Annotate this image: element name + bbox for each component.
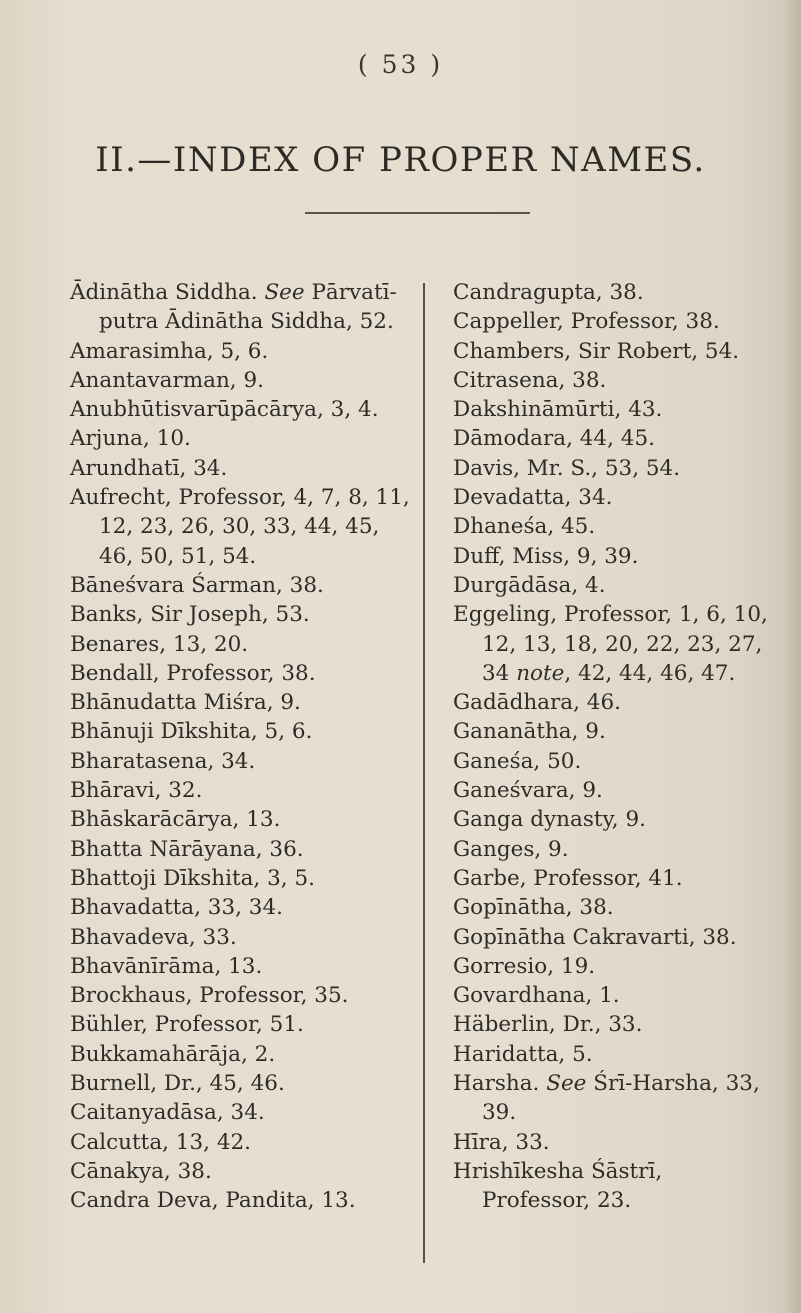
index-entry — [70, 688, 420, 717]
index-entry — [453, 1040, 775, 1069]
index-entry — [70, 1186, 420, 1215]
index-entry-text: Anubhūtisvarūpācārya, 3, 4. — [70, 397, 379, 423]
index-entry — [453, 952, 775, 981]
index-entry-cross-reference: See — [546, 1071, 587, 1097]
index-entry — [453, 600, 775, 688]
index-entry-text: Gananātha, 9. — [453, 719, 606, 745]
index-entry — [453, 454, 775, 483]
index-entry-text: Dhaneśa, 45. — [453, 514, 596, 540]
index-entry-text: Amarasimha, 5, 6. — [70, 338, 269, 364]
index-entry-text: Bharatasena, 34. — [70, 748, 256, 774]
index-entry — [70, 630, 420, 659]
index-entry-text: Ganeśa, 50. — [453, 748, 582, 774]
index-entry — [70, 454, 420, 483]
index-entry-text: Cappeller, Professor, 38. — [453, 309, 720, 335]
index-entry — [453, 483, 775, 512]
index-entry-text: Bühler, Professor, 51. — [70, 1012, 304, 1038]
index-entry — [453, 395, 775, 424]
index-entry-text: Aufrecht, Professor, 4, 7, 8, 11, 12, 23, 26, 30, 33, 44, 45, 46, 50, 51, 54. — [70, 485, 410, 569]
index-entry-text: Gorresio, 19. — [453, 953, 596, 979]
index-entry — [453, 835, 775, 864]
index-entry-text: Arundhatī, 34. — [70, 455, 228, 481]
index-entry-text: Bukkamahārāja, 2. — [70, 1041, 276, 1067]
index-entry — [453, 366, 775, 395]
heading-rule — [305, 212, 530, 214]
index-entry — [453, 981, 775, 1010]
index-entry-text: Govardhana, 1. — [453, 983, 620, 1009]
index-entry — [453, 337, 775, 366]
index-entry-text: Candragupta, 38. — [453, 280, 644, 305]
index-entry-text: Eggeling, Professor, 1, 6, 10, 12, 13, 18, 20, 22, 23, 27, 34 — [453, 602, 768, 686]
index-entry — [453, 1010, 775, 1039]
index-entry — [453, 688, 775, 717]
index-entry-text: Ganges, 9. — [453, 836, 569, 862]
index-entry-text: Calcutta, 13, 42. — [70, 1129, 252, 1155]
index-entry-text: Bhānuji Dīkshita, 5, 6. — [70, 719, 313, 745]
index-entry-text-continued: , 42, 44, 46, 47. — [564, 660, 736, 686]
index-entry-text: Harsha. — [453, 1071, 547, 1097]
index-entry — [70, 981, 420, 1010]
index-entry-cross-reference: note — [516, 660, 565, 686]
index-entry — [70, 395, 420, 424]
index-entry-text: Bhattoji Dīkshita, 3, 5. — [70, 865, 315, 891]
index-entry — [453, 893, 775, 922]
index-entry — [70, 1157, 420, 1186]
index-entry — [70, 366, 420, 395]
index-entry-text: Bhāravi, 32. — [70, 778, 203, 804]
index-entry — [70, 864, 420, 893]
index-entry — [70, 1098, 420, 1127]
column-divider — [423, 283, 425, 1263]
index-entry — [453, 542, 775, 571]
index-entry-text: Bhavānīrāma, 13. — [70, 953, 263, 979]
index-entry-text: Citrasena, 38. — [453, 367, 607, 393]
page-title: II.—INDEX OF PROPER NAMES. — [95, 140, 706, 180]
index-entry — [70, 337, 420, 366]
index-entry — [453, 776, 775, 805]
index-entry — [453, 1128, 775, 1157]
index-entry-text: Ganeśvara, 9. — [453, 778, 603, 804]
index-entry-text: Garbe, Professor, 41. — [453, 865, 683, 891]
index-entry — [70, 600, 420, 629]
index-entry-cross-reference: See — [264, 280, 305, 305]
index-entry — [70, 893, 420, 922]
index-entry-text: Cānakya, 38. — [70, 1158, 212, 1184]
index-entry — [453, 278, 775, 307]
index-entry — [70, 952, 420, 981]
index-column-right — [453, 278, 775, 1216]
index-entry-text: Bhavadeva, 33. — [70, 924, 237, 950]
index-entry — [70, 776, 420, 805]
index-entry — [453, 805, 775, 834]
page-edge-shadow — [783, 0, 801, 1313]
index-entry-text: Anantavarman, 9. — [70, 367, 264, 393]
index-entry — [70, 1069, 420, 1098]
index-entry-text: Brockhaus, Professor, 35. — [70, 983, 349, 1009]
index-entry-text: Bendall, Professor, 38. — [70, 660, 316, 686]
index-entry-text: Bhānudatta Miśra, 9. — [70, 690, 301, 716]
index-entry — [453, 512, 775, 541]
index-entry — [453, 571, 775, 600]
index-entry — [70, 483, 420, 571]
index-entry-text: Arjuna, 10. — [70, 426, 191, 452]
index-entry-text-continued: Pārvatī-putra Ādinātha Siddha, 52. — [99, 280, 397, 335]
index-entry-text: Banks, Sir Joseph, 53. — [70, 602, 310, 628]
index-entry-text: Gadādhara, 46. — [453, 690, 621, 716]
index-entry-text: Candra Deva, Pandita, 13. — [70, 1188, 356, 1214]
index-entry — [453, 864, 775, 893]
index-entry-text: Chambers, Sir Robert, 54. — [453, 338, 740, 364]
index-entry — [70, 659, 420, 688]
index-column-left — [70, 278, 420, 1216]
index-entry-text: Caitanyadāsa, 34. — [70, 1100, 265, 1126]
index-entry-text: Burnell, Dr., 45, 46. — [70, 1071, 285, 1097]
index-entry-text: Gopīnātha, 38. — [453, 895, 614, 921]
index-entry — [70, 717, 420, 746]
index-entry — [70, 1010, 420, 1039]
index-entry-text: Duff, Miss, 9, 39. — [453, 543, 639, 569]
index-entry — [70, 278, 420, 337]
index-entry — [453, 923, 775, 952]
page-number: ( 53 ) — [357, 50, 444, 79]
index-entry-text: Ganga dynasty, 9. — [453, 807, 646, 833]
index-entry-text: Benares, 13, 20. — [70, 631, 249, 657]
index-entry — [453, 1069, 775, 1128]
index-entry-text: Häberlin, Dr., 33. — [453, 1012, 643, 1038]
index-entry — [70, 571, 420, 600]
index-entry — [70, 835, 420, 864]
index-entry-text: Devadatta, 34. — [453, 485, 613, 511]
index-entry — [70, 424, 420, 453]
index-entry — [70, 923, 420, 952]
index-entry-text: Bāneśvara Śarman, 38. — [70, 572, 324, 598]
index-entry-text: Dakshināmūrti, 43. — [453, 397, 663, 423]
index-entry-text: Gopīnātha Cakravarti, 38. — [453, 924, 737, 950]
index-entry — [70, 747, 420, 776]
index-entry — [453, 307, 775, 336]
index-entry-text: Haridatta, 5. — [453, 1041, 593, 1067]
index-entry-text: Dāmodara, 44, 45. — [453, 426, 655, 452]
index-entry-text: Bhatta Nārāyana, 36. — [70, 836, 304, 862]
index-entry-text: Ādinātha Siddha. — [70, 280, 265, 305]
index-entry — [453, 747, 775, 776]
index-entry — [453, 717, 775, 746]
index-entry — [70, 1040, 420, 1069]
index-entry-text: Bhavadatta, 33, 34. — [70, 895, 283, 921]
index-entry-text: Hrishīkesha Śāstrī, Professor, 23. — [453, 1158, 663, 1214]
index-entry-text: Durgādāsa, 4. — [453, 572, 606, 598]
index-entry — [453, 1157, 775, 1216]
index-entry — [70, 1128, 420, 1157]
index-entry-text-continued: Śrī-Harsha, 33, 39. — [482, 1071, 760, 1126]
index-entry-text: Bhāskarācārya, 13. — [70, 807, 281, 833]
index-entry-text: Davis, Mr. S., 53, 54. — [453, 455, 681, 481]
index-entry — [70, 805, 420, 834]
index-entry-text: Hīra, 33. — [453, 1129, 550, 1155]
index-entry — [453, 424, 775, 453]
